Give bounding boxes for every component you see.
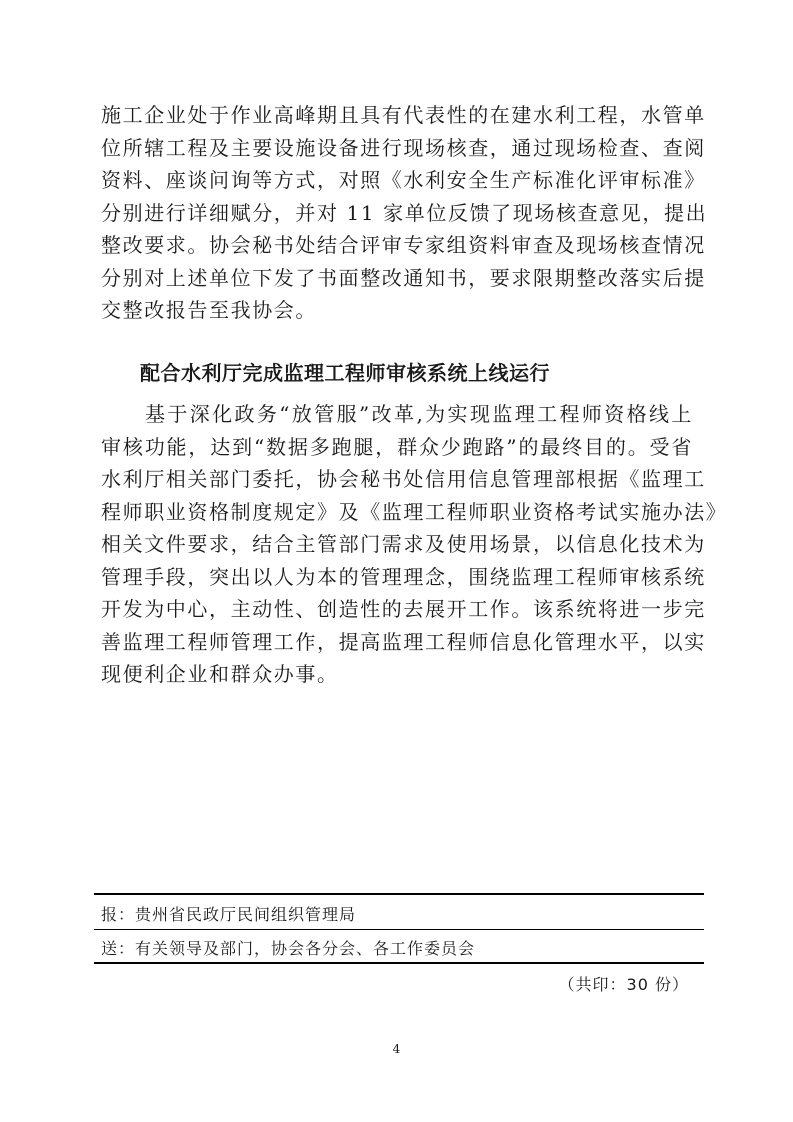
paragraph-line: 程师职业资格制度规定》及《监理工程师职业资格考试实施办法》 [101,499,728,524]
distribution-report-line: 报：贵州省民政厅民间组织管理局 [101,905,357,924]
paragraph-line: 资料、座谈问询等方式，对照《水利安全生产标准化评审标准》 [101,168,706,192]
paragraph-line: 善监理工程师管理工作，提高监理工程师信息化管理水平，以实 [101,629,706,654]
distribution-top-rule [94,893,704,895]
paragraph-line: 基于深化政务“放管服”改革,为实现监理工程师资格线上 [145,402,693,426]
paragraph-line: 开发为中心，主动性、创造性的去展开工作。该系统将进一步完 [101,597,706,621]
paragraph-line: 水利厅相关部门委托，协会秘书处信用信息管理部根据《监理工 [101,467,706,491]
distribution-send-line: 送：有关领导及部门，协会各分会、各工作委员会 [101,939,476,958]
paragraph-line: 管理手段，突出以人为本的管理理念，围绕监理工程师审核系统 [101,564,706,589]
paragraph-line: 施工企业处于作业高峰期且具有代表性的在建水利工程，水管单 [101,103,706,127]
section-heading: 配合水利厅完成监理工程师审核系统上线运行 [140,361,550,385]
distribution-middle-rule [94,929,704,930]
paragraph-supervision-system [101,398,728,691]
paragraph-line: 审核功能，达到“数据多跑腿，群众少跑路”的最终目的。受省 [101,434,693,459]
paragraph-line: 分别对上述单位下发了书面整改通知书，要求限期整改落实后提 [101,265,706,290]
paragraph-line: 分别进行详细赋分，并对 11 家单位反馈了现场核查意见，提出 [101,200,708,225]
page-number: 4 [392,1042,401,1056]
paragraph-line: 相关文件要求，结合主管部门需求及使用场景，以信息化技术为 [101,532,706,556]
paragraph-safety-review [101,99,708,327]
distribution-bottom-rule [94,962,704,964]
paragraph-line: 交整改报告至我协会。 [101,298,317,322]
print-copies-note: （共印：30 份） [558,975,689,994]
paragraph-line: 现便利企业和群众办事。 [101,662,339,686]
paragraph-line: 整改要求。协会秘书处结合评审专家组资料审查及现场核查情况 [101,233,706,257]
paragraph-line: 位所辖工程及主要设施设备进行现场核查，通过现场检查、查阅 [101,135,706,160]
